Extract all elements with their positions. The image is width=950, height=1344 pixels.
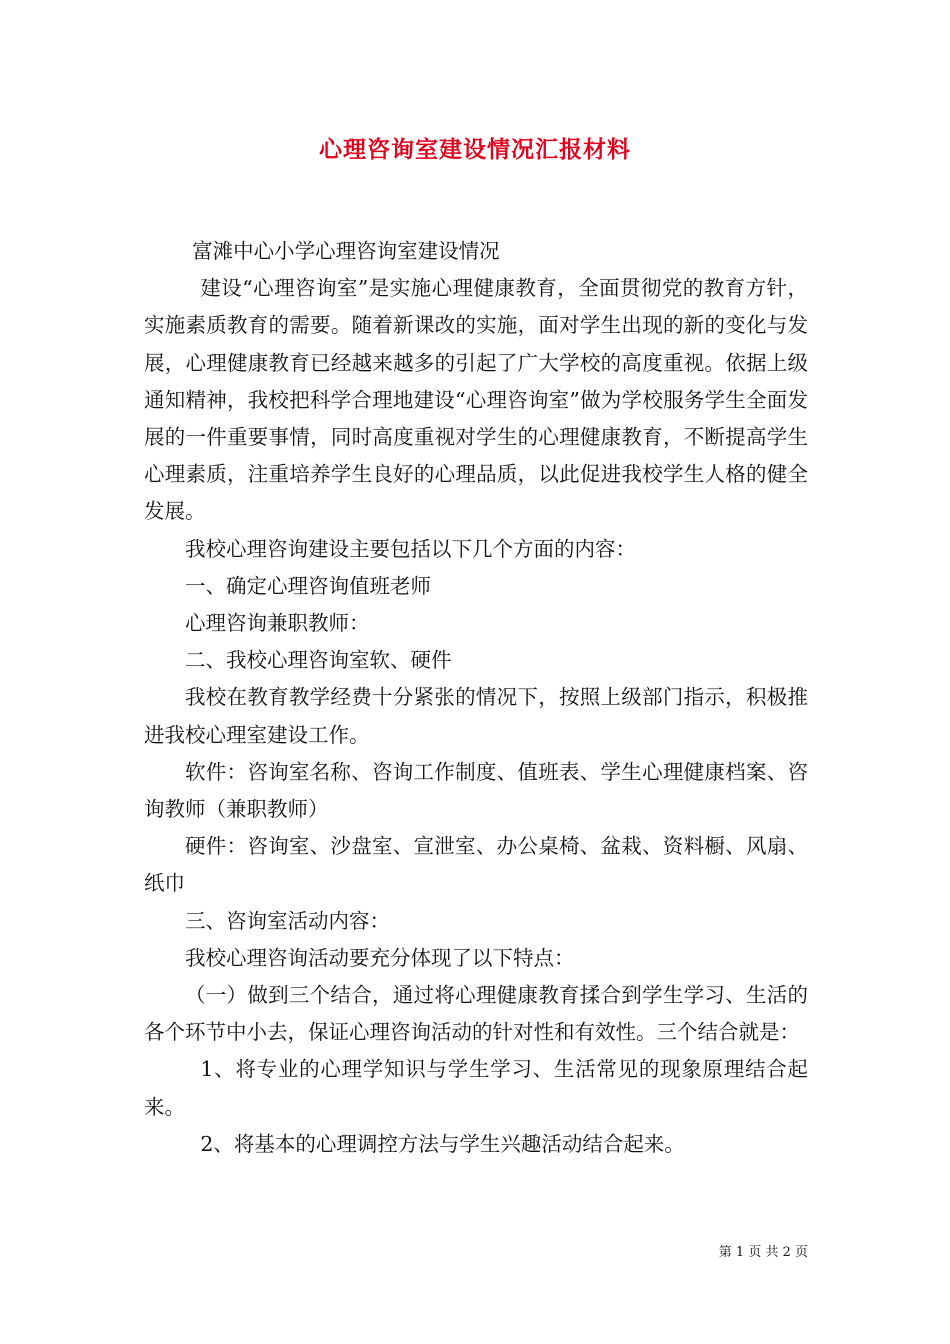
list-item-2: 2、将基本的心理调控方法与学生兴趣活动结合起来。 xyxy=(200,1131,685,1156)
paragraph-funding: 我校在教育教学经费十分紧张的情况下，按照上级部门指示，积极推进我校心理室建设工作。 xyxy=(144,685,808,747)
page-number-footer: 第 1 页 共 2 页 xyxy=(718,1245,808,1260)
document-body xyxy=(144,233,808,1163)
section-heading-1: 一、确定心理咨询值班老师 xyxy=(185,573,431,598)
section-heading-3: 三、咨询室活动内容： xyxy=(185,908,390,933)
list-item-1: 1、将专业的心理学知识与学生学习、生活常见的现象原理结合起来。 xyxy=(144,1057,808,1119)
paragraph-part-time-teachers: 心理咨询兼职教师： xyxy=(185,611,370,636)
paragraph-intro: 建设“心理咨询室”是实施心理健康教育，全面贯彻党的教育方针，实施素质教育的需要。随着新课改的实施，面对学生出现的新的变化与发展，心理健康教育已经越来越多的引起了广大学校的高度重视。依据上级通知精神，我校把科学合理地建设“心理咨询室”做为学校服务学生全面发展的一件重要事情，同时高度重视对学生的心理健康教育，不断提高学生心理素质，注重培养学生良好的心理品质，以此促进我校学生人格的健全发展。 xyxy=(144,276,808,524)
section-heading-2: 二、我校心理咨询室软、硬件 xyxy=(185,648,452,673)
paragraph-three-combinations: （一）做到三个结合，通过将心理健康教育揉合到学生学习、生活的各个环节中小去，保证心理咨询活动的针对性和有效性。三个结合就是： xyxy=(144,983,808,1045)
document-title: 心理咨询室建设情况汇报材料 xyxy=(319,136,631,163)
paragraph-school-heading: 富滩中心小学心理咨询室建设情况 xyxy=(192,239,500,263)
paragraph-contents-lead: 我校心理咨询建设主要包括以下几个方面的内容： xyxy=(185,536,636,561)
paragraph-hardware: 硬件：咨询室、沙盘室、宣泄室、办公桌椅、盆栽、资料橱、风扇、纸巾 xyxy=(144,834,808,896)
paragraph-features-lead: 我校心理咨询活动要充分体现了以下特点： xyxy=(185,945,575,970)
paragraph-software: 软件：咨询室名称、咨询工作制度、值班表、学生心理健康档案、咨询教师（兼职教师） xyxy=(144,759,808,822)
